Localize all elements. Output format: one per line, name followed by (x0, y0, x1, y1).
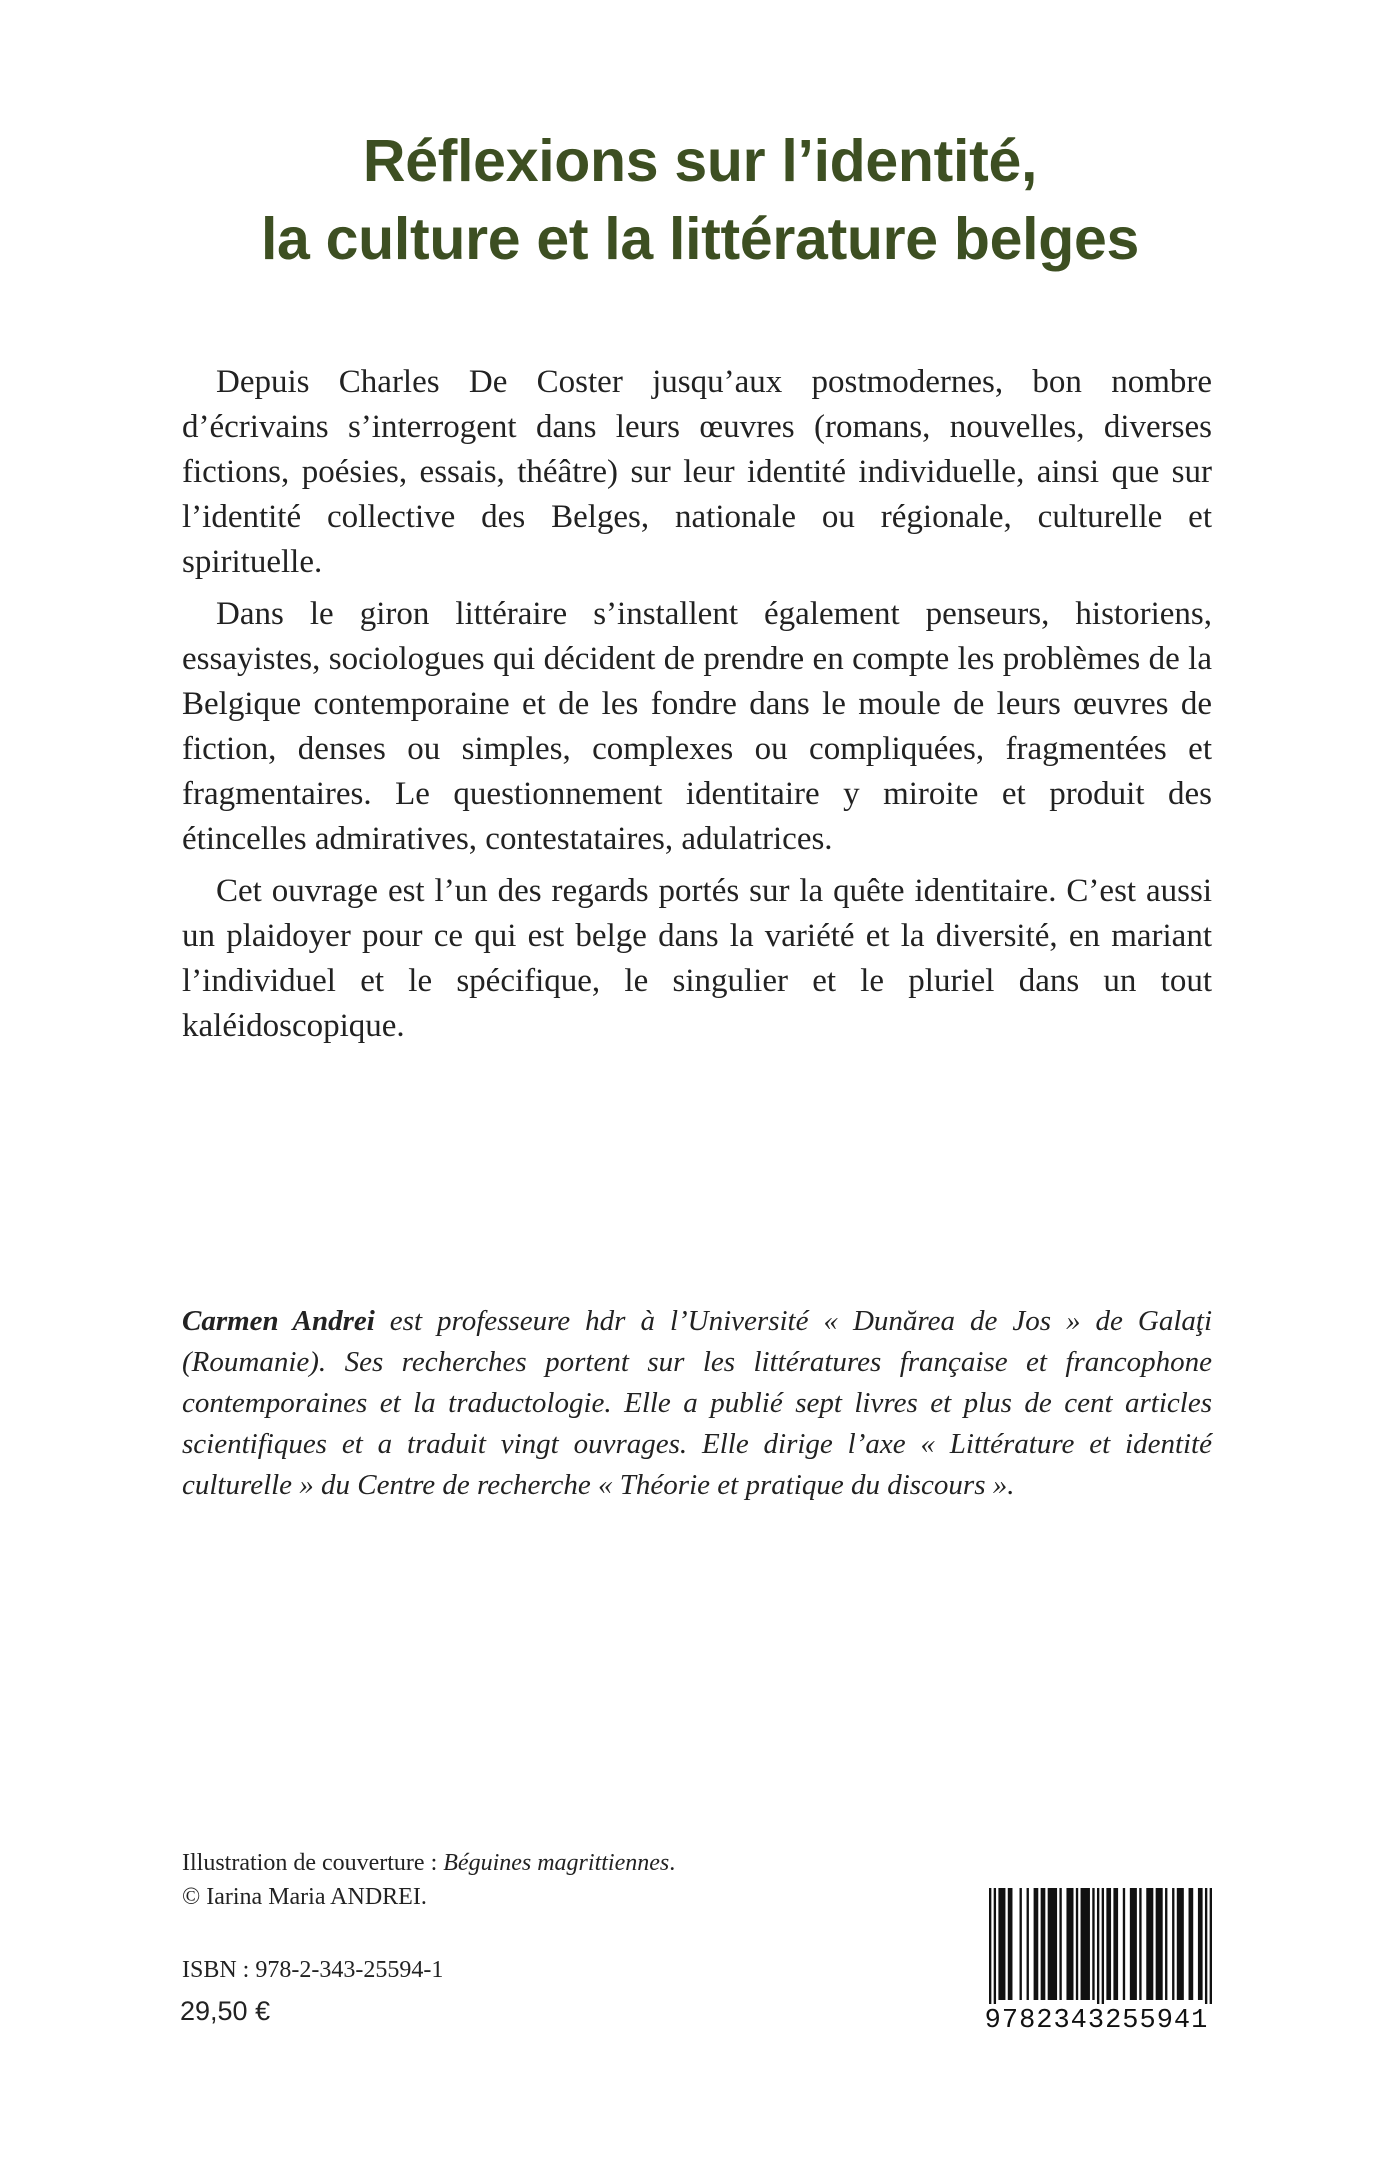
cover-credits (182, 1846, 675, 1914)
book-blurb (182, 360, 1212, 1056)
barcode (975, 1888, 1218, 2040)
barcode-bar-21 (1139, 1888, 1141, 2000)
barcode-bar-25 (1172, 1888, 1174, 2000)
barcode-bar-29 (1205, 1888, 1207, 2012)
barcode-bar-16 (1102, 1888, 1104, 2012)
barcode-bar-15 (1097, 1888, 1099, 2012)
barcode-bar-7 (1034, 1888, 1039, 2000)
barcode-digits: 9782343255941 (975, 2004, 1218, 2038)
barcode-bar-18 (1113, 1888, 1118, 2000)
book-price: 29,50 € (180, 1996, 271, 2026)
barcode-bar-10 (1059, 1888, 1061, 2000)
barcode-bar-22 (1146, 1888, 1153, 2000)
barcode-bar-28 (1198, 1888, 1203, 2000)
barcode-bar-27 (1189, 1888, 1194, 2000)
illustration-title: Béguines magrittiennes (443, 1850, 670, 1876)
blurb-paragraph-2: Dans le giron littéraire s’installent également penseurs, historiens, essayistes, sociologues qui décident de prendre en compte les problèmes de la Belgique contemporaine et de les fondre dans le moule de leurs œuvres de fiction, denses ou simples, complexes ou compliquées, fragmentées et fragmentaires. Le questionnement identitaire y miroite et produit des étincelles admiratives, contestataires, adulatrices. (182, 596, 1212, 857)
author-bio (182, 1301, 1212, 1506)
barcode-bar-8 (1041, 1888, 1046, 2000)
blurb-paragraph-3: Cet ouvrage est l’un des regards portés sur la quête identitaire. C’est aussi un plaidoyer pour ce qui est belge dans la variété et la diversité, en mariant l’individuel et le spécifique, le singulier et le pluriel dans un tout kaléidoscopique. (182, 873, 1212, 1044)
barcode-bar-14 (1092, 1888, 1094, 2000)
barcode-bar-12 (1076, 1888, 1078, 2000)
barcode-bar-4 (1008, 1888, 1013, 2000)
barcode-bar-5 (1020, 1888, 1022, 2000)
illustration-credit (182, 1846, 675, 1880)
barcode-bar-3 (998, 1888, 1005, 2000)
author-bio-text: est professeure hdr à l’Université « Dunărea de Jos » de Galaţi (Roumanie). Ses recherches portent sur les littératures française et francophone contemporaines et la traductologie. Elle a publié sept livres et plus de cent articles scientifiques et a traduit vingt ouvrages. Elle dirige l’axe « Littérature et identité culturelle » du Centre de recherche « Théorie et pratique du discours ». (182, 1305, 1212, 1501)
barcode-bar-19 (1123, 1888, 1125, 2000)
barcode-bar-6 (1027, 1888, 1029, 2000)
illustration-credit-period: . (669, 1850, 676, 1876)
illustration-credit-label: Illustration de couverture : (182, 1850, 444, 1876)
barcode-bar-24 (1165, 1888, 1167, 2000)
barcode-bar-1 (989, 1888, 991, 2012)
barcode-bar-30 (1210, 1888, 1212, 2012)
barcode-bar-2 (994, 1888, 996, 2012)
barcode-bar-11 (1066, 1888, 1073, 2000)
isbn-number: ISBN : 978-2-343-25594-1 (182, 1957, 444, 1983)
barcode-bar-13 (1081, 1888, 1090, 2000)
book-title-line-1: Réflexions sur l’identité, (362, 128, 1038, 194)
barcode-bar-17 (1106, 1888, 1111, 2000)
blurb-paragraph-1: Depuis Charles De Coster jusqu’aux postmodernes, bon nombre d’écrivains s’interrogent dans leurs œuvres (romans, nouvelles, diverses fictions, poésies, essais, théâtre) sur leur identité individuelle, ainsi que sur l’identité collective des Belges, nationale ou régionale, culturelle et spirituelle. (182, 364, 1212, 580)
barcode-bar-26 (1177, 1888, 1184, 2000)
barcode-bar-9 (1048, 1888, 1057, 2000)
barcode-bars (975, 1888, 1218, 2012)
book-title (0, 122, 1400, 278)
barcode-bar-20 (1130, 1888, 1137, 2000)
author-name: Carmen Andrei (182, 1305, 375, 1337)
illustration-copyright: © Iarina Maria ANDREI. (182, 1884, 427, 1910)
book-title-line-2: la culture et la littérature belges (260, 206, 1140, 272)
barcode-bar-23 (1156, 1888, 1163, 2000)
